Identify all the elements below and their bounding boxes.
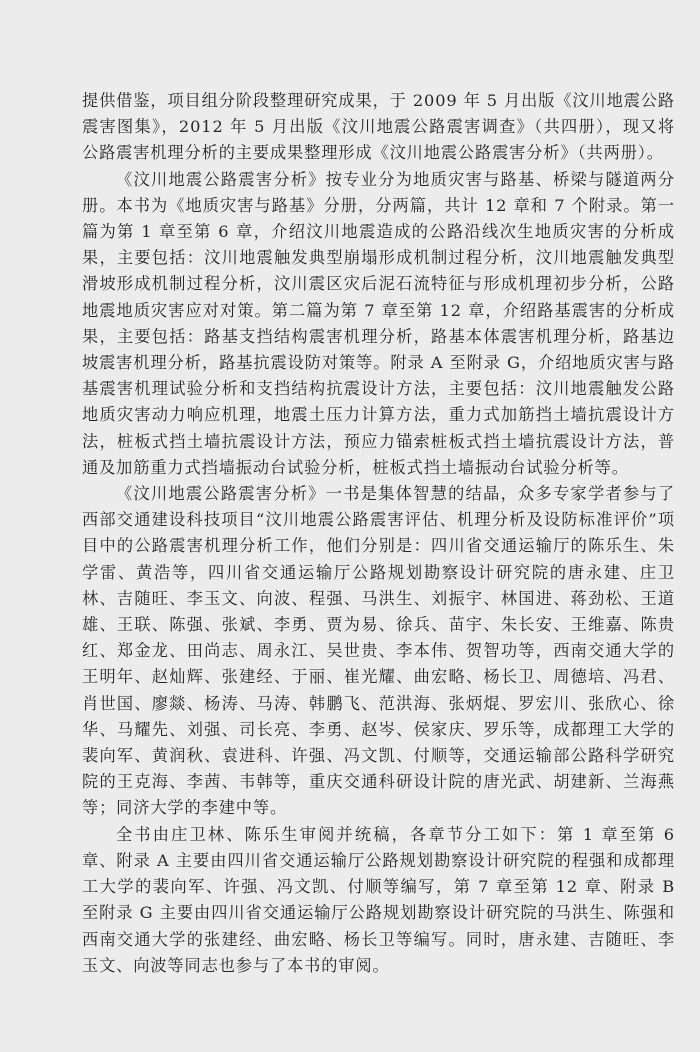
paragraph-4-authorship: 全书由庄卫林、陈乐生审阅并统稿，各章节分工如下：第 1 章至第 6 章、附录 A 主要由四川省交通运输厅公路规划勘察设计研究院的程强和成都理工大学的裴向军、许强、冯文凯、付顺等编写，第 7 章至第 12 章、附录 B 至附录 G 主要由四川省交通运输厅公路规划勘察设计研究院的马洪生、陈强和西南交通大学的张建经、曲宏略、杨长卫等编写。同时，唐永建、吉随旺、李玉文、向波等同志也参与了本书的审阅。 — [82, 824, 675, 975]
body-text — [82, 88, 675, 979]
paragraph-3-contributors: 《汶川地震公路震害分析》一书是集体智慧的结晶，众多专家学者参与了西部交通建设科技项目“汶川地震公路震害评估、机理分析及设防标准评价”项目中的公路震害机理分析工作，他们分别是：四川省交通运输厅的陈乐生、朱学雷、黄浩等，四川省交通运输厅公路规划勘察设计研究院的唐永建、庄卫林、吉随旺、李玉文、向波、程强、马洪生、刘振宇、林国进、蒋劲松、王道雄、王联、陈强、张斌、李勇、贾为易、徐兵、苗宇、朱长安、王维嘉、陈贵红、郑金龙、田尚志、周永江、吴世贵、李本伟、贺智功等，西南交通大学的王明年、赵灿辉、张建经、于丽、崔光耀、曲宏略、杨长卫、周德培、冯君、肖世国、廖燚、杨涛、马涛、韩鹏飞、范洪海、张炳焜、罗宏川、张欣心、徐华、马耀先、刘强、司长亮、李勇、赵岑、侯家庆、罗乐等，成都理工大学的裴向军、黄润秋、袁进科、许强、冯文凯、付顺等，交通运输部公路科学研究院的王克海、李茜、韦韩等，重庆交通科研设计院的唐光武、胡建新、兰海燕等；同济大学的李建中等。 — [82, 484, 675, 818]
paragraph-1-continuation: 提供借鉴，项目组分阶段整理研究成果，于 2009 年 5 月出版《汶川地震公路震害图集》，2012 年 5 月出版《汶川地震公路震害调查》（共四册），现又将公路震害机理分析的主要成果整理形成《汶川地震公路震害分析》（共两册）。 — [82, 91, 675, 163]
paragraph-2-book-structure: 《汶川地震公路震害分析》按专业分为地质灾害与路基、桥梁与隧道两分册。本书为《地质灾害与路基》分册，分两篇，共计 12 章和 7 个附录。第一篇为第 1 章至第 6 章，介绍汶川地震造成的公路沿线次生地质灾害的分析成果，主要包括：汶川地震触发典型崩塌形成机制过程分析，汶川地震触发典型滑坡形成机制过程分析，汶川震区灾后泥石流特征与形成机理初步分析，公路地震地质灾害应对对策。第二篇为第 7 章至第 12 章，介绍路基震害的分析成果，主要包括：路基支挡结构震害机理分析，路基本体震害机理分析，路基边坡震害机理分析，路基抗震设防对策等。附录 A 至附录 G，介绍地质灾害与路基震害机理试验分析和支挡结构抗震设计方法，主要包括：汶川地震触发公路地质灾害动力响应机理，地震土压力计算方法，重力式加筋挡土墙抗震设计方法，桩板式挡土墙抗震设计方法，预应力锚索桩板式挡土墙抗震设计方法，普通及加筋重力式挡墙振动台试验分析，桩板式挡土墙振动台试验分析等。 — [82, 169, 675, 477]
